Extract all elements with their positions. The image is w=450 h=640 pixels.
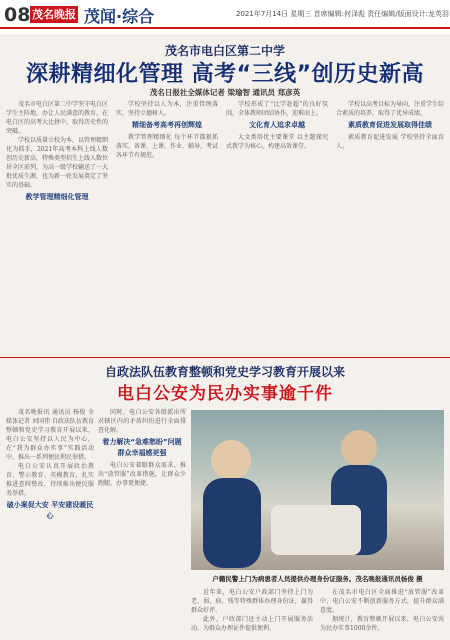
subheading: 精细备考高考再创辉煌 — [132, 121, 202, 129]
paragraph: 学校以高考目标为导向，注重学生综合素质的培养，取得了优异成绩。 — [336, 101, 444, 117]
paragraph: 茂名市电白区第二中学坚守电白区学生主阵地，办让人民满意的教育，在电白区的高考大比拼中，取得历史性的突破。 — [6, 101, 108, 135]
story1-column-4 — [336, 100, 444, 352]
subheading: 素质教育促进发展取得佳绩 — [348, 121, 432, 129]
story2-column-3 — [191, 588, 313, 636]
photo-figure — [341, 430, 377, 466]
section-title: 茂闻·综合 — [84, 7, 155, 26]
paragraph: 近年来，电白公安户政部门坚持上门为老、弱、病、残等特殊群体办理身份证，赢得群众好评。 — [191, 589, 313, 614]
paragraph: 教学管理精细化 每个环节都狠抓落实，备课、上课、作业、辅导、考试各环节有规范。 — [116, 134, 218, 159]
paragraph: 大文类培优主要课堂 以主题探究式教学为核心，构建高效课堂。 — [226, 134, 328, 150]
paragraph: 电白公安着眼群众需求，推出“放管服”改革措施，让群众少跑腿，办事更便捷。 — [98, 462, 186, 487]
story1-column-3 — [226, 100, 328, 352]
story2-kicker: 自政法队伍教育整顿和党史学习教育开展以来 — [104, 365, 345, 379]
header-rule — [0, 27, 450, 29]
subheading: 破小案促大安 平安建设暖民心 — [6, 501, 94, 520]
paragraph: 据统计，教育整顿开展以来，电白公安共为民办实事1000余件。 — [320, 616, 444, 632]
photo-figure — [211, 440, 251, 480]
paragraph: 茂名晚报讯 通讯员 杨俊 全媒体记者 刘国伟 自政法队伍教育整顿和党史学习教育开展以来，电白公安坚持以人民为中心，在“我为群众办实事”实践活动中，推出一系列便民利民举措。 — [6, 409, 94, 461]
subheading: 教学管理精细化管理 — [25, 193, 89, 201]
paragraph: 学校以质量立校为本，以管理精细化为抓手，2021年高考本科上线人数创历史新高，特殊类型招生上线人数位居全区前列，为高一级学校输送了一大批优质生源，也为新一轮发展奠定了坚实的基础。 — [6, 137, 108, 189]
photo-bed — [271, 505, 361, 555]
masthead-logo: 茂名晚报 — [32, 8, 76, 21]
story2-column-4 — [320, 588, 444, 636]
page-meta: 2021年7月14日 星期三 首席编辑:何泽彪 责任编辑/版面设计:龙英羽 — [236, 10, 449, 18]
story1-headline: 深耕精细化管理 高考“三线”创历史新高 — [25, 62, 425, 87]
story2-headline: 电白公安为民办实事逾千件 — [117, 384, 333, 404]
paragraph: 此外，户政部门还主动上门开展服务活动，为群众办理证件提供便利。 — [191, 616, 313, 632]
photo-caption: 户籍民警上门为病患者人员提供办理身份证服务。茂名晚报通讯员杨俊 摄 — [212, 575, 423, 583]
subheading: 着力解决“急难愁盼”问题 群众幸福感更强 — [102, 438, 182, 457]
photo-figure — [203, 478, 261, 568]
story1-column-1 — [6, 100, 108, 352]
paragraph: 同时，电白公安各级派出所对辖区内的矛盾纠纷进行全面排查化解。 — [98, 409, 186, 434]
story2-column-2 — [98, 408, 186, 636]
subheading: 文化育人追求卓越 — [249, 121, 305, 129]
story1-column-2 — [116, 100, 218, 352]
story1-kicker: 茂名市电白区第二中学 — [164, 44, 285, 58]
paragraph: 电白公安认真开展政治教育、警示教育、英模教育，扎实推进查纠整改，持续推出便民服务举措。 — [6, 463, 94, 497]
paragraph: 学校形成了“比学赶超”的良好氛围，全体教师团结协作，迎难而上。 — [226, 101, 328, 117]
story-separator — [0, 357, 450, 358]
paragraph: 素质教育促进发展 学校坚持全面育人。 — [336, 134, 444, 150]
story2-column-1 — [6, 408, 94, 636]
paragraph: 在茂名市电白区全面推进“放管服”改革中，电白公安不断创新服务方式，提升群众满意度。 — [320, 589, 444, 614]
news-photo — [191, 410, 444, 570]
paragraph: 学校坚持以人为本，注重管理落实，坚持立德树人。 — [116, 101, 218, 117]
page-number: 08 — [4, 4, 31, 26]
story1-byline: 茂名日报社全媒体记者 梁瑜智 通讯员 郑彦英 — [149, 88, 301, 97]
